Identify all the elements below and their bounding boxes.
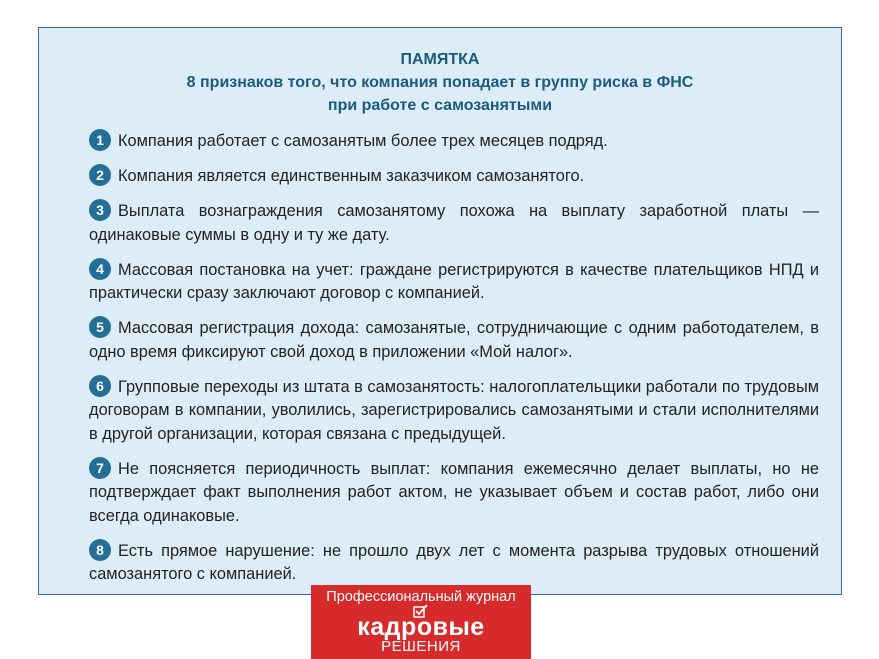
list-item-text: Компания работает с самозанятым более трех месяцев подряд. — [118, 132, 608, 150]
list-item — [89, 258, 819, 306]
logo-name: кадровые — [357, 613, 485, 641]
list-item-text: Компания является единственным заказчиком самозанятого. — [118, 167, 585, 185]
number-badge: 4 — [89, 258, 111, 280]
list-item — [89, 375, 819, 447]
list-item-text: Выплата вознаграждения самозанятому похожа на выплату заработной платы — одинаковые суммы в одну и ту же дату. — [89, 202, 819, 244]
memo-subtitle-line-1: 8 признаков того, что компания попадает в группу риска в ФНС — [186, 74, 694, 91]
journal-logo — [311, 585, 531, 659]
risk-list — [89, 129, 819, 597]
list-item-text: Массовая регистрация дохода: самозанятые, сотрудничающие с одним работодателем, в одно время фиксируют свой доход в приложении «Мой налог». — [89, 319, 819, 361]
list-item-text: Групповые переходы из штата в самозанятость: налогоплательщики работали по трудовым договорам в компании, уволились, зарегистрировались самозанятыми и стали исполнителями в другой организации, которая связана с предыдущей. — [89, 377, 819, 443]
memo-header — [39, 48, 841, 117]
logo-subname: РЕШЕНИЯ — [381, 638, 461, 655]
list-item — [89, 164, 819, 189]
list-item — [89, 199, 819, 247]
list-item-text: Массовая постановка на учет: граждане регистрируются в качестве плательщиков НПД и практически сразу заключают договор с компанией. — [89, 260, 819, 302]
list-item — [89, 457, 819, 529]
number-badge: 2 — [89, 164, 111, 186]
memo-title: ПАМЯТКА — [400, 51, 480, 68]
logo-tagline: Профессиональный журнал — [326, 589, 516, 605]
number-badge: 5 — [89, 316, 111, 338]
number-badge: 1 — [89, 129, 111, 151]
memo-subtitle-line-2: при работе с самозанятыми — [327, 97, 553, 114]
memo-panel — [38, 27, 842, 595]
number-badge: 6 — [89, 375, 111, 397]
list-item — [89, 129, 819, 154]
list-item-text: Не поясняется периодичность выплат: компания ежемесячно делает выплаты, но не подтверждает факт выполнения работ актом, не указывает объем и состав работ, либо они всегда одинаковые. — [89, 459, 819, 525]
list-item — [89, 316, 819, 364]
number-badge: 8 — [89, 539, 111, 561]
number-badge: 7 — [89, 457, 111, 479]
list-item — [89, 539, 819, 587]
number-badge: 3 — [89, 199, 111, 221]
list-item-text: Есть прямое нарушение: не прошло двух лет с момента разрыва трудовых отношений самозанятого с компанией. — [89, 541, 819, 583]
